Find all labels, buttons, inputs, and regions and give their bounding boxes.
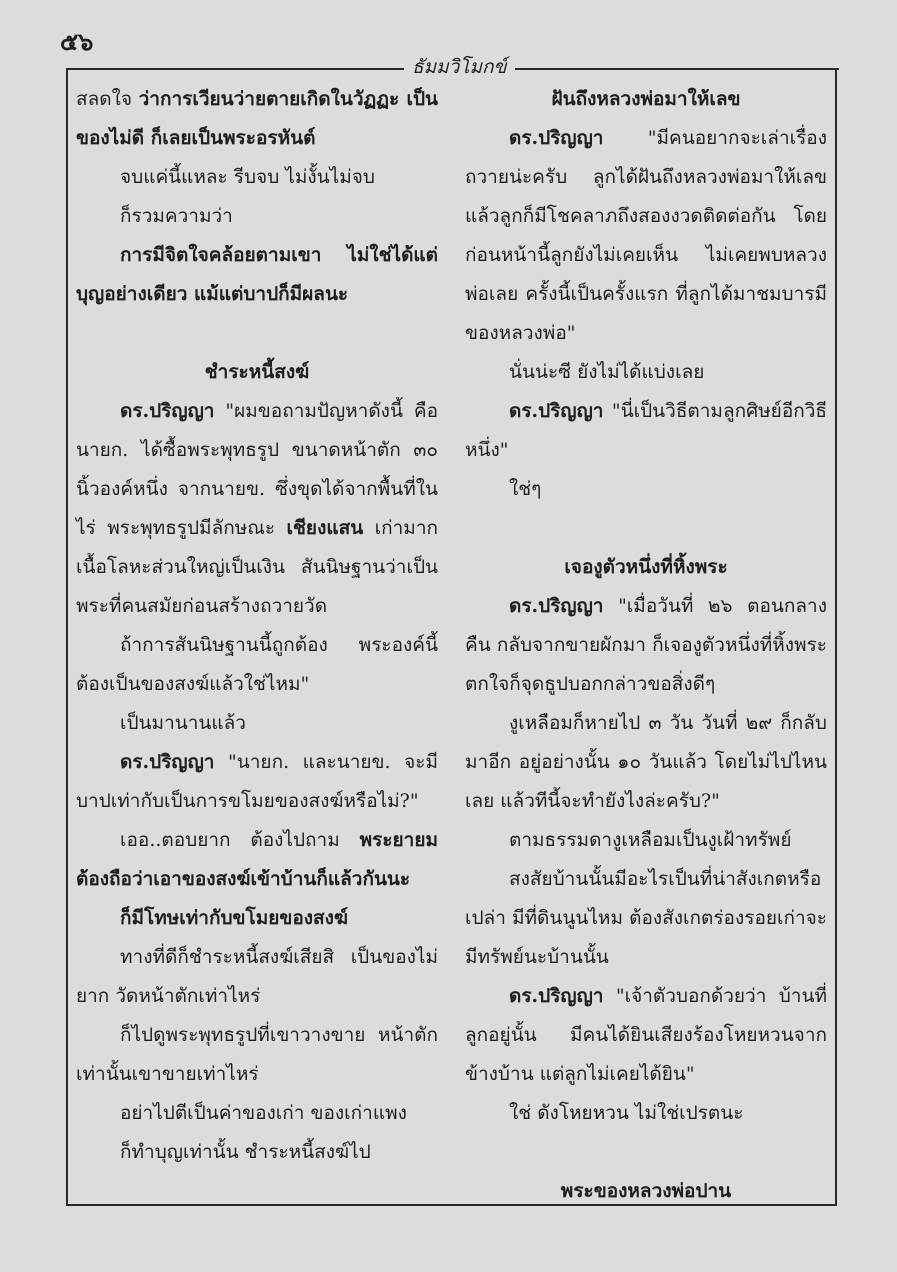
section-heading: พระของหลวงพ่อปาน	[560, 1180, 732, 1202]
text: สลดใจ	[76, 88, 139, 110]
speaker-name: ดร.ปริญญา	[509, 985, 604, 1007]
paragraph: ใช่ ดังโหยหวน ไม่ใช่เปรตนะ	[509, 1102, 744, 1124]
text: เก่ามาก เนื้อโลหะส่วนใหญ่เป็นเงิน สันนิษฐานว่าเป็นพระที่คนสมัยก่อนสร้างถวายวัด	[76, 517, 439, 617]
speaker-name: ดร.ปริญญา	[120, 751, 215, 773]
paragraph: ทางที่ดีก็ชำระหนี้สงฆ์เสียสิ เป็นของไม่ยาก วัดหน้าตักเท่าไหร่	[76, 946, 438, 1007]
paragraph: เป็นมานานแล้ว	[120, 712, 246, 734]
text: เออ..ตอบยาก ต้องไปถาม	[120, 829, 360, 851]
spacer	[465, 509, 827, 548]
text: "เมื่อวันที่ ๒๖ ตอนกลางคืน กลับจากขายผักมา ก็เจองูตัวหนึ่งที่หิ้งพระ ตกใจก็จุดธูปบอกกล่าวขอสิ่งดีๆ	[465, 595, 827, 695]
bold-text: ว่าการเวียนว่ายตายเกิดในวัฏฏะ เป็นของไม่ดี ก็เลยเป็นพระอรหันต์	[76, 88, 439, 149]
paragraph: ตามธรรมดางูเหลือมเป็นงูเฝ้าทรัพย์	[509, 829, 792, 851]
paragraph	[465, 977, 827, 1094]
text: "นายก. และนายข. จะมีบาปเท่ากับเป็นการขโมยของสงฆ์หรือไม่?"	[76, 751, 438, 812]
right-column	[465, 80, 827, 1211]
page-number: ๕๖	[60, 27, 94, 56]
paragraph	[465, 392, 827, 470]
text: "มีคนอยากจะเล่าเรื่องถวายน่ะครับ ลูกได้ฝันถึงหลวงพ่อมาให้เลข แล้วลูกก็มีโชคลาภถึงสองงวดติดต่อกัน โดยก่อนหน้านี้ลูกยังไม่เคยเห็น ไม่เคยพบหลวงพ่อเลย ครั้งนี้เป็นครั้งแรก ที่ลูกได้มาชมบารมีของหลวงพ่อ"	[465, 127, 827, 344]
speaker-name: ดร.ปริญญา	[509, 127, 604, 149]
paragraph: นั่นน่ะซี ยังไม่ได้แบ่งเลย	[509, 361, 705, 383]
running-title: ธัมมวิโมกข์	[404, 52, 515, 82]
section-heading: เจองูตัวหนึ่งที่หิ้งพระ	[564, 556, 728, 578]
paragraph	[76, 392, 438, 626]
speaker-name: ดร.ปริญญา	[509, 400, 604, 422]
paragraph: ใช่ๆ	[509, 478, 542, 500]
bold-text: เชียงแสน	[286, 517, 364, 539]
paragraph: งูเหลือมก็หายไป ๓ วัน วันที่ ๒๙ ก็กลับมาอีก อยู่อย่างนั้น ๑๐ วันแล้ว โดยไม่ไปไหนเลย แล้วทีนี้จะทำยังไงล่ะครับ?"	[465, 712, 827, 812]
section-heading: ชำระหนี้สงฆ์	[204, 361, 310, 383]
bold-text: พระยายมต้องถือว่าเอาของสงฆ์เข้าบ้านก็แล้วกันนะ	[76, 829, 438, 890]
paragraph: ถ้าการสันนิษฐานนี้ถูกต้อง พระองค์นี้ต้องเป็นของสงฆ์แล้วใช่ไหม"	[76, 634, 438, 695]
paragraph	[465, 119, 827, 353]
text: "เจ้าตัวบอกด้วยว่า บ้านที่ลูกอยู่นั้น มีคนได้ยินเสียงร้องโหยหวนจากข้างบ้าน แต่ลูกไม่เคยได้ยิน"	[465, 985, 827, 1085]
spacer	[76, 314, 438, 353]
left-column	[76, 80, 438, 1172]
paragraph: อย่าไปตีเป็นค่าของเก่า ของเก่าแพง	[120, 1102, 407, 1124]
paragraph: จบแค่นี้แหละ รีบจบ ไม่งั้นไม่จบ	[120, 166, 375, 188]
speaker-name: ดร.ปริญญา	[120, 400, 215, 422]
bold-paragraph: ก็มีโทษเท่ากับขโมยของสงฆ์	[120, 907, 349, 929]
paragraph	[465, 587, 827, 704]
bold-paragraph: การมีจิตใจคล้อยตามเขา ไม่ใช่ได้แต่บุญอย่างเดียว แม้แต่บาปก็มีผลนะ	[76, 244, 438, 305]
paragraph: สงสัยบ้านนั้นมีอะไรเป็นที่น่าสังเกตหรือเปล่า มีที่ดินนูนไหม ต้องสังเกตร่องรอยเก่าจะมีทรัพย์นะบ้านนั้น	[465, 868, 827, 968]
speaker-name: ดร.ปริญญา	[509, 595, 604, 617]
paragraph: ก็รวมความว่า	[120, 205, 233, 227]
text: "นี่เป็นวิธีตามลูกศิษย์อีกวิธีหนึ่ง"	[465, 400, 827, 461]
text: "ผมขอถามปัญหาดังนี้ คือ นายก. ได้ซื้อพระพุทธรูป ขนาดหน้าตัก ๓๐ นิ้วองค์หนึ่ง จากนายข. ซึ่งขุดได้จากพื้นที่ในไร่ พระพุทธรูปมีลักษณะ	[76, 400, 438, 539]
paragraph: ก็ไปดูพระพุทธรูปที่เขาวางขาย หน้าตักเท่านั้นเขาขายเท่าไหร่	[76, 1024, 438, 1085]
paragraph	[76, 821, 438, 899]
paragraph: ก็ทำบุญเท่านั้น ชำระหนี้สงฆ์ไป	[120, 1141, 371, 1163]
paragraph	[76, 743, 438, 821]
spacer	[465, 1133, 827, 1172]
section-heading: ฝันถึงหลวงพ่อมาให้เลข	[551, 88, 741, 110]
paragraph	[76, 80, 438, 158]
